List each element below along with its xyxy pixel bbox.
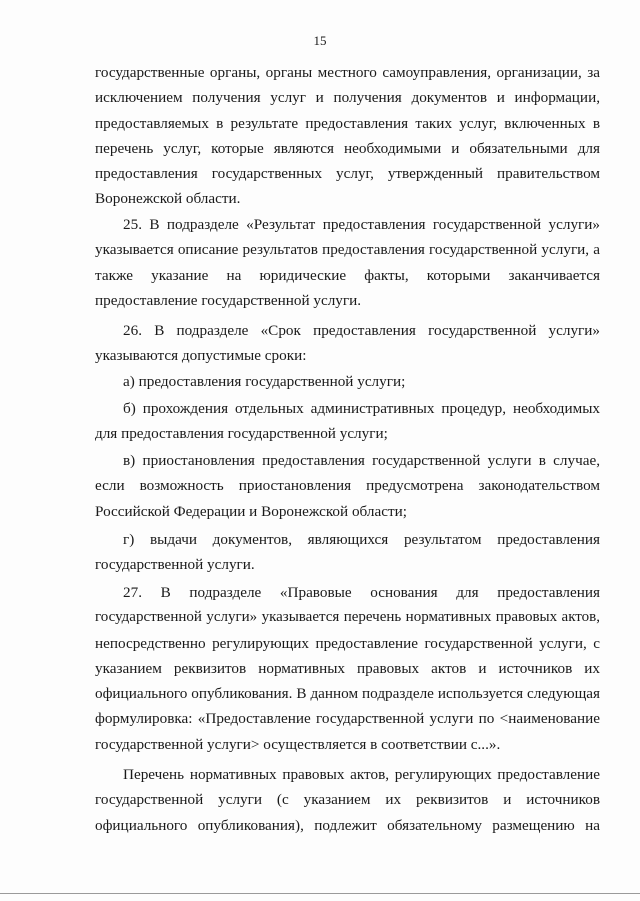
text-line: Воронежской области. — [95, 190, 241, 208]
text-line: предоставления государственных услуг, утвержденный правительством — [95, 165, 600, 183]
text-line: если возможность приостановления предусмотрена законодательством — [95, 477, 600, 495]
text-line: 26. В подразделе «Срок предоставления государственной услуги» — [123, 322, 600, 339]
text-line: указывается описание результатов предоставления государственной услуги, а — [95, 241, 600, 259]
text-line: непосредственно регулирующих предоставление государственной услуги, с — [95, 634, 600, 652]
text-line: государственной услуги (с указанием их реквизитов и источников — [95, 791, 600, 809]
text-line: государственной услуги> осуществляется в соответствии с...». — [95, 735, 501, 753]
text-line: 25. В подразделе «Результат предоставления государственной услуги» — [123, 216, 600, 233]
text-line: а) предоставления государственной услуги; — [123, 373, 406, 390]
list-item-a — [95, 369, 600, 394]
text-line: также указание на юридические факты, которыми заканчивается — [95, 266, 600, 284]
text-line: указанием реквизитов нормативных правовых актов и источников их — [95, 659, 600, 677]
paragraph-25 — [95, 212, 600, 313]
paragraph-continuation — [95, 60, 600, 212]
text-line: предоставление государственной услуги. — [95, 291, 362, 309]
text-line: официального опубликования. В данном подразделе используется следующая — [95, 685, 600, 703]
paragraph-27 — [95, 580, 600, 757]
text-line: для предоставления государственной услуги; — [95, 425, 388, 443]
text-line: 27. В подразделе «Правовые основания для предоставления — [123, 584, 600, 601]
text-line: государственные органы, органы местного самоуправления, организации, за — [95, 64, 600, 81]
text-line: г) выдачи документов, являющихся результатом предоставления — [123, 531, 600, 548]
text-line: б) прохождения отдельных административных процедур, необходимых — [123, 400, 600, 417]
text-line: государственной услуги» указывается перечень нормативных правовых актов, — [95, 609, 600, 626]
list-item-v — [95, 448, 600, 524]
text-line: Российской Федерации и Воронежской области; — [95, 502, 407, 520]
list-item-g — [95, 527, 600, 578]
text-line: предоставляемых в результате предоставления таких услуг, включенных в — [95, 114, 600, 132]
paragraph-final — [95, 762, 600, 838]
text-line: государственной услуги. — [95, 556, 255, 574]
paragraph-26 — [95, 318, 600, 369]
text-line: Перечень нормативных правовых актов, регулирующих предоставление — [123, 766, 600, 783]
text-line: в) приостановления предоставления государственной услуги в случае, — [123, 452, 600, 469]
text-line: официального опубликования), подлежит обязательному размещению на — [95, 816, 600, 834]
text-line: перечень услуг, которые являются необходимыми и обязательными для — [95, 139, 600, 157]
page-number: 15 — [313, 33, 327, 48]
text-line: указываются допустимые сроки: — [95, 347, 307, 365]
text-line: исключением получения услуг и получения документов и информации, — [95, 89, 600, 107]
list-item-b — [95, 396, 600, 447]
scan-edge-line — [0, 893, 640, 894]
text-line: формулировка: «Предоставление государственной услуги по <наименование — [95, 710, 600, 728]
